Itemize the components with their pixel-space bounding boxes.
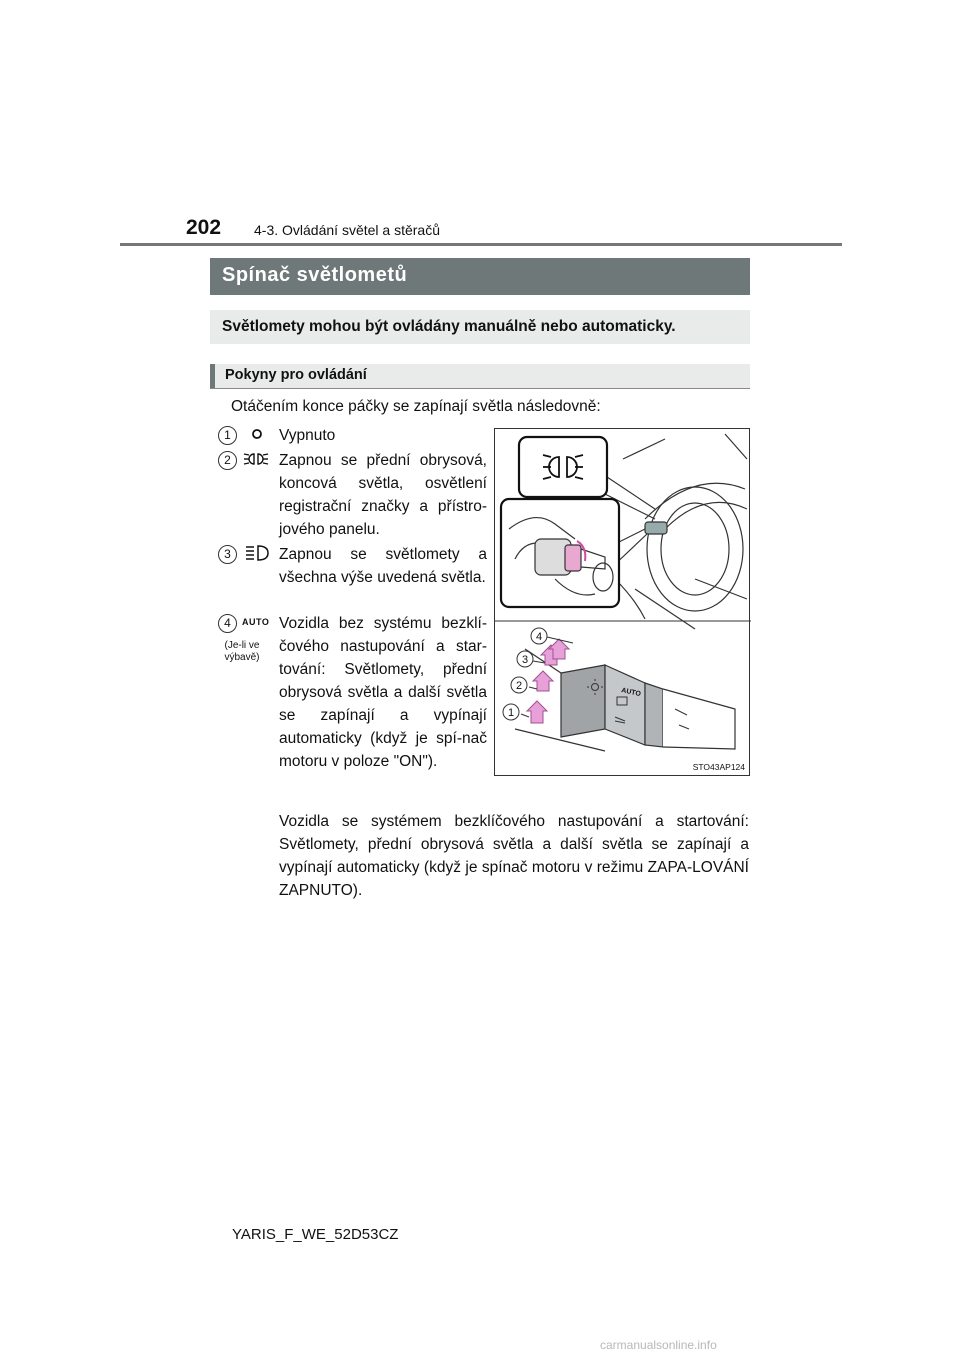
item-number: 3 — [218, 545, 237, 564]
item-text: Zapnou se světlomety a všechna výše uvedená světla. — [279, 546, 487, 586]
title-bar — [210, 258, 750, 295]
subheading-bar — [210, 364, 750, 389]
document-code: YARIS_F_WE_52D53CZ — [232, 1226, 399, 1243]
lead-text: Otáčením konce páčky se zapínají světla následovně: — [231, 398, 601, 415]
item-number: 2 — [218, 451, 237, 470]
off-circle-icon — [246, 424, 272, 444]
page-title: Spínač světlometů — [222, 264, 408, 286]
headlight-switch-figure — [494, 428, 750, 776]
availability-note: (Je-li ve výbavě) — [224, 640, 260, 663]
section-title: 4-3. Ovládání světel a stěračů — [254, 222, 440, 238]
item-number: 4 — [218, 614, 237, 633]
paragraph-text: Vozidla se systémem bezklíčového nastupování a startování: Světlomety, přední obrysová světla a další světla se zapínají a vypínají automaticky (když je spínač motoru v režimu ZAPA-LOVÁNÍ ZAPNUTO). — [279, 813, 749, 899]
figure-callout: 4 — [535, 631, 543, 643]
item-text: Zapnou se přední obrysová, koncová světla, osvětlení registrační značky a přístro-jového panelu. — [279, 452, 487, 538]
figure-callout: 1 — [507, 707, 515, 719]
page-number: 202 — [186, 216, 222, 239]
figure-callout: 2 — [515, 680, 523, 692]
figure-callout: 3 — [521, 654, 529, 666]
item-number: 1 — [218, 426, 237, 445]
figure-illustration — [495, 429, 751, 777]
watermark: carmanualsonline.info — [600, 1338, 717, 1352]
auto-icon: AUTO — [242, 617, 270, 627]
headlight-icon — [244, 543, 270, 563]
item-text: Vypnuto — [279, 427, 336, 444]
subheading-marker — [210, 364, 215, 388]
subheading: Pokyny pro ovládání — [225, 367, 367, 383]
intro-box — [210, 310, 750, 344]
parking-light-icon — [243, 449, 269, 469]
header-rule — [120, 243, 842, 246]
item-text: Vozidla bez systému bezklí-čového nastupování a star-tování: Světlomety, přední obrysová světla a další světla se zapínají a vypínají automaticky (když je spí-nač motoru v poloze "ON"). — [279, 615, 487, 770]
figure-code: STO43AP124 — [692, 762, 745, 772]
intro-text: Světlomety mohou být ovládány manuálně nebo automaticky. — [222, 318, 676, 335]
lever-auto-label: AUTO — [620, 687, 642, 699]
